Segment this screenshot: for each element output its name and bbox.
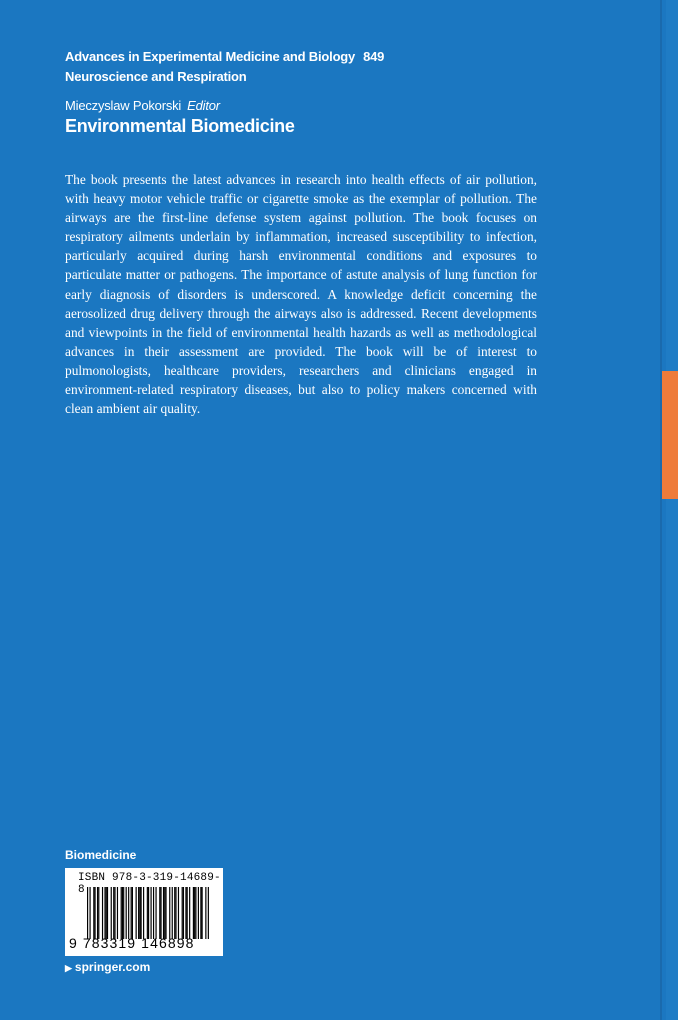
barcode-bar bbox=[187, 887, 188, 939]
barcode-bar bbox=[93, 887, 94, 939]
series-block bbox=[65, 47, 384, 87]
barcode-bar bbox=[160, 887, 161, 939]
barcode-bar bbox=[174, 887, 175, 939]
barcode-bar bbox=[155, 887, 156, 939]
barcode-bar bbox=[169, 887, 170, 939]
barcode-bar bbox=[147, 887, 148, 939]
barcode-bar bbox=[107, 887, 108, 939]
barcode-bar bbox=[182, 887, 183, 939]
barcode-bar bbox=[126, 887, 127, 939]
editor-line bbox=[65, 97, 220, 115]
barcode-bar bbox=[121, 887, 122, 939]
barcode-bar bbox=[89, 887, 90, 939]
barcode-bar bbox=[87, 887, 88, 939]
barcode-bar bbox=[104, 887, 105, 939]
publisher-website bbox=[65, 960, 150, 974]
barcode-bar bbox=[193, 887, 194, 939]
subject-category: Biomedicine bbox=[65, 848, 137, 862]
barcode-bar bbox=[97, 887, 98, 939]
barcode-bar bbox=[102, 887, 103, 939]
barcode-bar bbox=[136, 887, 137, 939]
barcode-bar bbox=[163, 887, 164, 939]
barcode-bar bbox=[123, 887, 124, 939]
barcode-bar bbox=[198, 887, 199, 939]
barcode-bar bbox=[94, 887, 95, 939]
barcode-bar bbox=[131, 887, 132, 939]
barcode-bar bbox=[113, 887, 114, 939]
barcode-bar bbox=[139, 887, 140, 939]
barcode-bar bbox=[98, 887, 99, 939]
barcode-bar bbox=[185, 887, 186, 939]
spine-strip bbox=[666, 0, 678, 1020]
barcode-bar bbox=[178, 887, 179, 939]
barcode-bar bbox=[159, 887, 160, 939]
barcode-bars bbox=[87, 887, 209, 939]
subseries-name: Neuroscience and Respiration bbox=[65, 69, 247, 84]
barcode-bar bbox=[143, 887, 144, 939]
editor-role: Editor bbox=[187, 98, 220, 113]
isbn-barcode bbox=[65, 868, 223, 956]
barcode-bar bbox=[172, 887, 173, 939]
isbn-label: ISBN 978-3-319-14689-8 bbox=[78, 872, 221, 896]
barcode-bar bbox=[111, 887, 112, 939]
book-title: Environmental Biomedicine bbox=[65, 116, 295, 136]
barcode-bar bbox=[183, 887, 184, 939]
barcode-bar bbox=[114, 887, 115, 939]
barcode-digits: 9 783319 146898 bbox=[69, 935, 195, 951]
barcode-bar bbox=[195, 887, 196, 939]
barcode-bar bbox=[106, 887, 107, 939]
triangle-right-icon: ▶ bbox=[65, 963, 72, 973]
barcode-bar bbox=[194, 887, 195, 939]
barcode-bar bbox=[200, 887, 201, 939]
barcode-bar bbox=[205, 887, 206, 939]
barcode-bar bbox=[132, 887, 133, 939]
barcode-bar bbox=[165, 887, 166, 939]
barcode-bar bbox=[164, 887, 165, 939]
barcode-bar bbox=[122, 887, 123, 939]
website-url: springer.com bbox=[74, 960, 151, 974]
series-name: Advances in Experimental Medicine and Biology bbox=[65, 49, 356, 64]
barcode-bar bbox=[148, 887, 149, 939]
accent-tab bbox=[662, 371, 678, 499]
back-cover-blurb: The book presents the latest advances in research into health effects of air pollution, with heavy motor vehicle traffic or cigarette smoke as the exemplar of pollution. The airways are the first-line defense system against pollution. The book focuses on respiratory ailments underlain by inflammation, increased susceptibility to infection, particularly acquired during harsh environmental conditions and exposures to particulate matter or pathogens. The importance of astute analysis of lung function for early diagnosis of disorders is underscored. A knowledge deficit concerning the aerosolized drug delivery through the airways also is addressed. Recent developments and viewpoints in the field of environmental health hazards as well as methodological advances in their assessment are provided. The book will be of interest to pulmonologists, healthcare providers, researchers and clinicians engaged in environment-related respiratory diseases, but also to policy makers concerned with clean ambient air quality. bbox=[65, 172, 537, 417]
editor-name: Mieczyslaw Pokorski bbox=[65, 98, 182, 113]
barcode-bar bbox=[208, 887, 209, 939]
barcode-bar bbox=[189, 887, 190, 939]
barcode-bar bbox=[128, 887, 129, 939]
series-volume: 849 bbox=[363, 49, 385, 64]
barcode-bar bbox=[117, 887, 118, 939]
barcode-bar bbox=[150, 887, 151, 939]
barcode-bar bbox=[138, 887, 139, 939]
barcode-bar bbox=[202, 887, 203, 939]
barcode-bar bbox=[175, 887, 176, 939]
barcode-bar bbox=[141, 887, 142, 939]
spine-edge bbox=[660, 0, 662, 1020]
barcode-bar bbox=[153, 887, 154, 939]
